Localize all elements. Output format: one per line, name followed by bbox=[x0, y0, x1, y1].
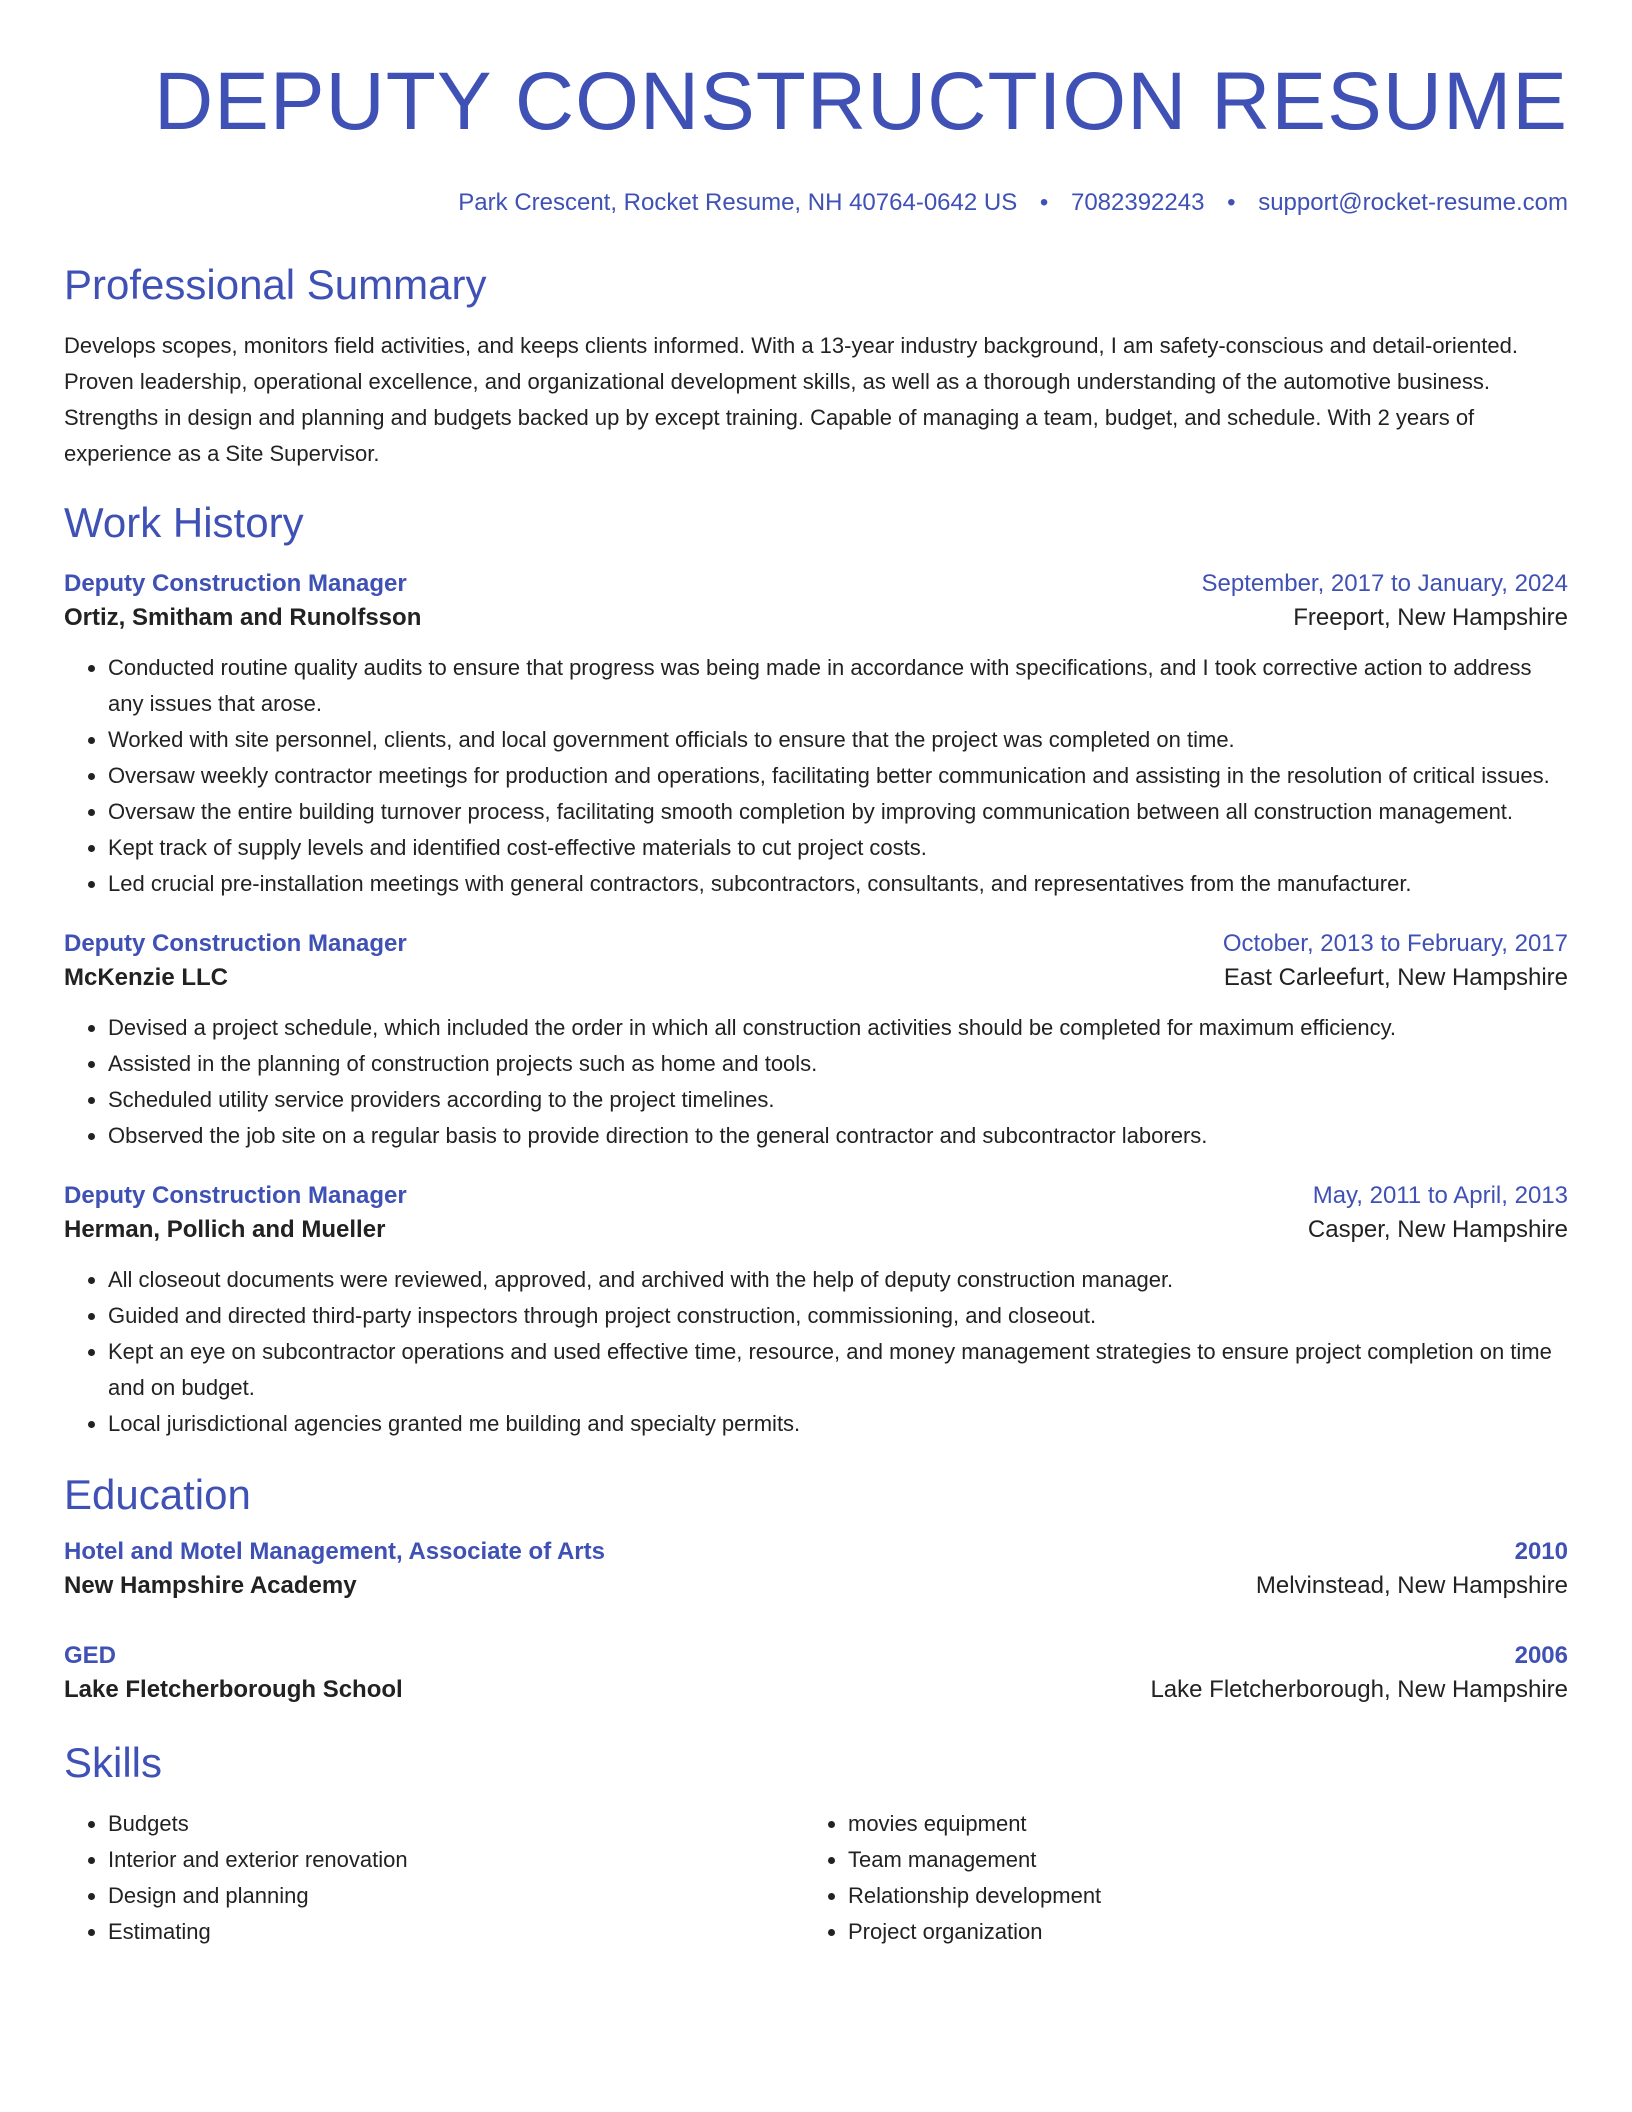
education-school: Lake Fletcherborough School bbox=[64, 1676, 403, 1703]
job-location: Casper, New Hampshire bbox=[1307, 1216, 1568, 1243]
resume-name: DEPUTY CONSTRUCTION RESUME bbox=[153, 56, 1568, 147]
job-dates: October, 2013 to February, 2017 bbox=[1222, 930, 1568, 957]
skill-item: • Relationship development bbox=[848, 1878, 1101, 1914]
phone: 7082392243 bbox=[1070, 189, 1205, 216]
job-role: Deputy Construction Manager bbox=[64, 930, 407, 957]
job-company: Herman, Pollich and Mueller bbox=[64, 1216, 386, 1243]
job-bullet: • Scheduled utility service providers according to the project timelines. bbox=[108, 1082, 1568, 1118]
job-role: Deputy Construction Manager bbox=[64, 1182, 407, 1209]
job-bullet: • Devised a project schedule, which included the order in which all construction activities should be completed for maximum efficiency. bbox=[108, 1010, 1568, 1046]
education-heading: Education bbox=[64, 1471, 251, 1518]
summary-heading: Professional Summary bbox=[64, 261, 487, 308]
job-bullet: • Local jurisdictional agencies granted me building and specialty permits. bbox=[108, 1406, 1568, 1442]
education-school: New Hampshire Academy bbox=[64, 1572, 357, 1599]
email: support@rocket-resume.com bbox=[1258, 189, 1568, 216]
contact-separator: • bbox=[1227, 189, 1236, 216]
job-dates: May, 2011 to April, 2013 bbox=[1312, 1182, 1568, 1209]
job-role: Deputy Construction Manager bbox=[64, 570, 407, 597]
contact-separator: • bbox=[1039, 189, 1049, 216]
job-bullets bbox=[64, 1010, 1568, 1154]
skills-column-right bbox=[804, 1806, 1101, 1950]
skill-item: • Interior and exterior renovation bbox=[108, 1842, 804, 1878]
skill-item: • movies equipment bbox=[848, 1806, 1101, 1842]
job-bullet: • Guided and directed third-party inspectors through project construction, commissioning, and closeout. bbox=[108, 1298, 1568, 1334]
job-bullet: • Assisted in the planning of construction projects such as home and tools. bbox=[108, 1046, 1568, 1082]
education-year: 2006 bbox=[1514, 1642, 1568, 1669]
skill-item: • Design and planning bbox=[108, 1878, 804, 1914]
skill-item: • Team management bbox=[848, 1842, 1101, 1878]
skill-item: • Estimating bbox=[108, 1914, 804, 1950]
skills-list bbox=[64, 1806, 1568, 1950]
job-company: Ortiz, Smitham and Runolfsson bbox=[64, 604, 422, 631]
education-year: 2010 bbox=[1514, 1538, 1568, 1565]
job-bullet: • All closeout documents were reviewed, approved, and archived with the help of deputy construction manager. bbox=[108, 1262, 1568, 1298]
job-entry bbox=[64, 1180, 1568, 1442]
job-bullet: • Worked with site personnel, clients, and local government officials to ensure that the project was completed on time. bbox=[108, 722, 1568, 758]
skill-item: • Project organization bbox=[848, 1914, 1101, 1950]
address: Park Crescent, Rocket Resume, NH 40764-0642 US bbox=[458, 189, 1018, 216]
job-bullet: • Led crucial pre-installation meetings with general contractors, subcontractors, consultants, and representatives from the manufacturer. bbox=[108, 866, 1568, 902]
job-dates: September, 2017 to January, 2024 bbox=[1201, 570, 1568, 597]
job-location: Freeport, New Hampshire bbox=[1293, 604, 1568, 631]
skills-heading: Skills bbox=[64, 1739, 163, 1786]
skill-item: • Budgets bbox=[108, 1806, 804, 1842]
education-location: Melvinstead, New Hampshire bbox=[1255, 1572, 1568, 1599]
education-location: Lake Fletcherborough, New Hampshire bbox=[1150, 1676, 1568, 1703]
work-history-heading: Work History bbox=[64, 499, 304, 546]
job-bullet: • Kept track of supply levels and identified cost-effective materials to cut project costs. bbox=[108, 830, 1568, 866]
education-entry bbox=[64, 1536, 1568, 1604]
job-bullet: • Observed the job site on a regular basis to provide direction to the general contractor and subcontractor laborers. bbox=[108, 1118, 1568, 1154]
job-bullets bbox=[64, 1262, 1568, 1442]
education-entry bbox=[64, 1640, 1568, 1708]
job-company: McKenzie LLC bbox=[64, 964, 229, 991]
job-bullet: • Oversaw the entire building turnover process, facilitating smooth completion by improving communication between all construction management. bbox=[108, 794, 1568, 830]
job-bullet: • Conducted routine quality audits to ensure that progress was being made in accordance with specifications, and I took corrective action to address any issues that arose. bbox=[108, 650, 1568, 722]
job-location: East Carleefurt, New Hampshire bbox=[1223, 964, 1568, 991]
contact-line bbox=[64, 188, 1568, 218]
job-entry bbox=[64, 568, 1568, 902]
education-degree: Hotel and Motel Management, Associate of Arts bbox=[64, 1538, 605, 1565]
education-degree: GED bbox=[64, 1642, 117, 1669]
job-bullet: • Kept an eye on subcontractor operations and used effective time, resource, and money management strategies to ensure project completion on time and on budget. bbox=[108, 1334, 1568, 1406]
skills-column-left bbox=[64, 1806, 804, 1950]
job-bullet: • Oversaw weekly contractor meetings for production and operations, facilitating better communication and assisting in the resolution of critical issues. bbox=[108, 758, 1568, 794]
job-bullets bbox=[64, 650, 1568, 902]
job-entry bbox=[64, 928, 1568, 1154]
summary-text: Develops scopes, monitors field activities, and keeps clients informed. With a 13-year industry background, I am safety-conscious and detail-oriented. Proven leadership, operational excellence, and organizational development skills, as well as a thorough understanding of the automotive business. Strengths in design and planning and budgets backed up by except training. Capable of managing a team, budget, and schedule. With 2 years of experience as a Site Supervisor. bbox=[64, 333, 1518, 466]
